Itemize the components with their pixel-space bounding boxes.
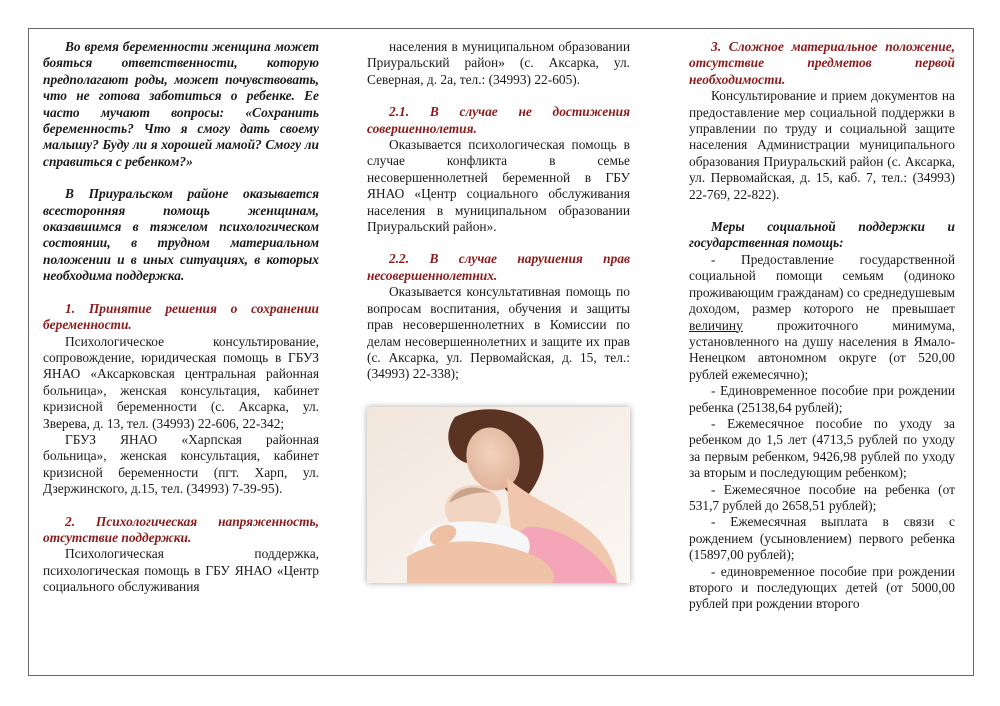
- measures-heading: Меры социальной поддержки и государственная помощь:: [689, 219, 955, 251]
- section-heading-2-1: 2.1. В случае не достижения совершеннолетия.: [367, 104, 630, 136]
- section-1-text-a: Психологическое консультирование, сопровождение, юридическая помощь в ГБУЗ ЯНАО «Аксарковская центральная районная больница», женская консультация, кабинет кризисной беременности (с. Аксарка, ул. Зверева, д. 13, тел. (34993) 22-606, 22-342;: [43, 333, 319, 431]
- section-1-text-b: ГБУЗ ЯНАО «Харпская районная больница», женская консультация, кабинет кризисной беременности (пгт. Харп, ул. Дзержинского, д.15, тел. (34993) 7-39-95).: [43, 431, 319, 497]
- measure-item: - Ежемесячная выплата в связи с рождением (усыновлением) первого ребенка (15897,00 рублей);: [689, 514, 955, 563]
- measure-1-underlined: величину: [689, 317, 743, 333]
- measure-item: - Единовременное пособие при рождении ребенка (25138,64 рублей);: [689, 383, 955, 415]
- intro-paragraph: Во время беременности женщина может бояться ответственности, которую предполагают роды, может почувствовать, что не готова заботиться о ребенке. Ее часто мучают вопросы: «Сохранить беременность? Что я смогу дать своему малышу? Буду ли я хорошей мамой? Смогу ли справиться с ребенком?»: [43, 39, 319, 169]
- section-2-continued: населения в муниципальном образовании Приуральский район» (с. Аксарка, ул. Северная, д. 2а, тел.: (34993) 22-605).: [367, 39, 630, 87]
- column-right: [689, 39, 955, 613]
- mother-baby-photo: [367, 407, 630, 583]
- section-heading-3: 3. Сложное материальное положение, отсутствие предметов первой необходимости.: [689, 39, 955, 87]
- column-left: [43, 39, 319, 596]
- section-2-2-text: Оказывается консультативная помощь по вопросам воспитания, обучения и защиты прав несовершеннолетних в Комиссии по делам несовершеннолетних и защите их прав (с. Аксарка, ул. Первомайская, д. 15, тел.: (34993) 22-338);: [367, 284, 630, 382]
- measure-1-text-a: - Предоставление государственной социальной помощи семьям (одиноко проживающим гражданам) со среднедушевым доходом, размер которого не превышает: [689, 251, 955, 317]
- section-3-text: Консультирование и прием документов на предоставление мер социальной поддержки в управлении по труду и социальной защите населения Администрации муниципального образования Приуральский район (с. Аксарка, ул. Первомайская, д. 15, каб. 7, тел.: (34993) 22-769, 22-822).: [689, 88, 955, 202]
- measure-1-text-b: прожиточного минимума, установленного на душу населения в Ямало-Ненецком автономном округе (от 520,00 рублей ежемесячно);: [689, 317, 955, 382]
- section-2-1-text: Оказывается психологическая помощь в случае конфликта в семье несовершеннолетней беременной в ГБУ ЯНАО «Центр социального обслуживания населения в муниципальном образовании Приуральский район».: [367, 137, 630, 235]
- section-2-text: Психологическая поддержка, психологическая помощь в ГБУ ЯНАО «Центр социального обслуживания: [43, 546, 319, 595]
- section-heading-2-2: 2.2. В случае нарушения прав несовершеннолетних.: [367, 251, 630, 283]
- measure-item: - единовременное пособие при рождении второго и последующих детей (от 5000,00 рублей при рождении второго: [689, 563, 955, 612]
- support-paragraph: В Приуральском районе оказывается всесторонняя помощь женщинам, оказавшимся в тяжелом психологическом состоянии, в трудном материальном положении и в иных ситуациях, в которых необходима поддержка.: [43, 186, 319, 284]
- mother-baby-illustration: [367, 407, 630, 583]
- measure-item: [689, 252, 955, 383]
- measure-item: - Ежемесячное пособие по уходу за ребенком до 1,5 лет (4713,5 рублей по уходу за первым ребенком, 9426,98 рублей по уходу за вторым и последующим ребенком);: [689, 415, 955, 481]
- section-heading-2: 2. Психологическая напряженность, отсутствие поддержки.: [43, 513, 319, 545]
- brochure-sheet: [28, 28, 974, 676]
- column-middle: [367, 39, 630, 383]
- measure-item: - Ежемесячное пособие на ребенка (от 531,7 рублей до 2658,51 рублей);: [689, 481, 955, 513]
- section-heading-1: 1. Принятие решения о сохранении беременности.: [43, 300, 319, 333]
